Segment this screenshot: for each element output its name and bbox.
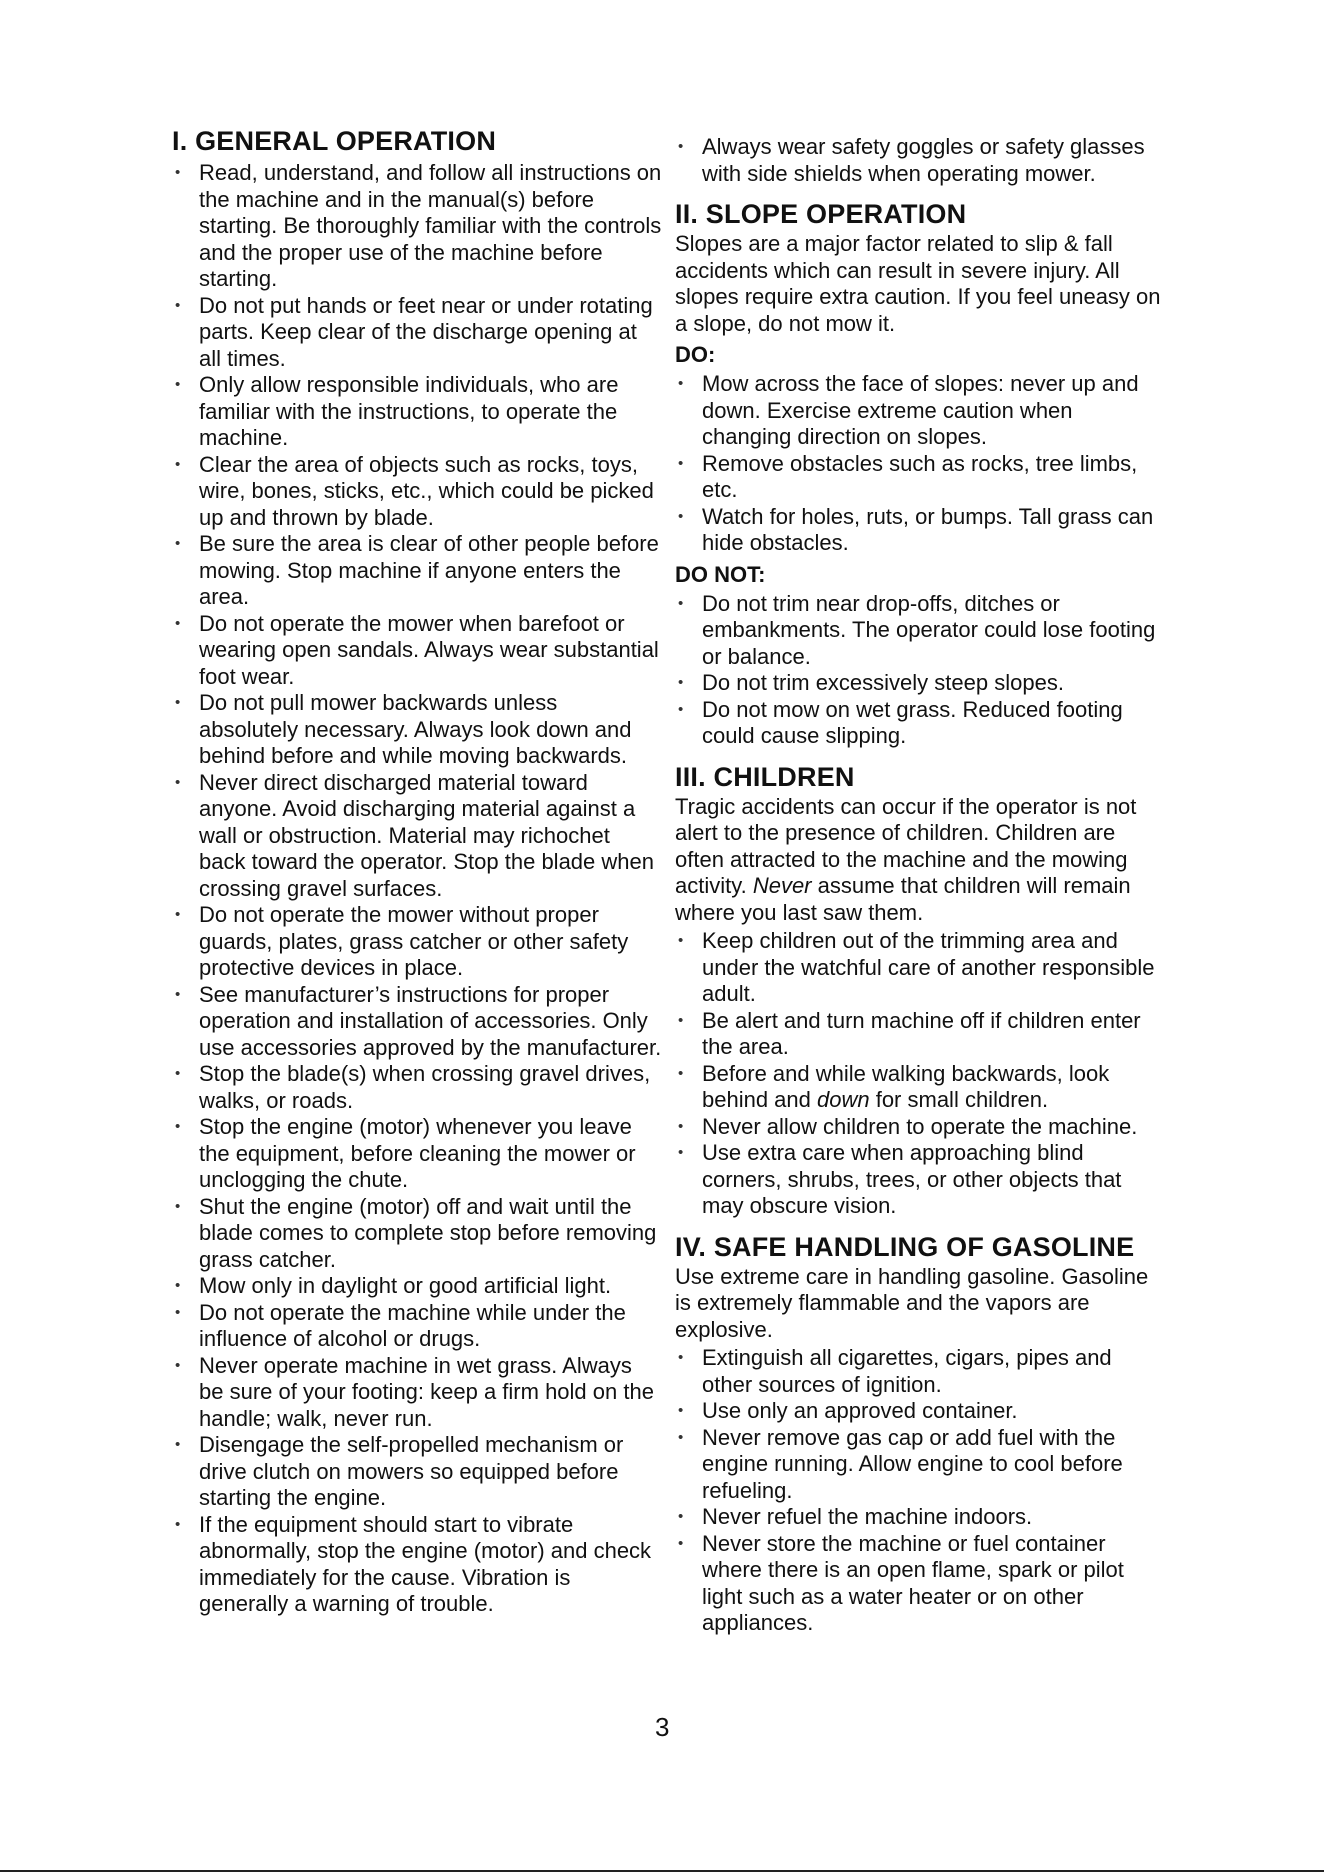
list-item: • See manufacturer’s instructions for proper operation and installation of accessories. Only use accessories approved by the manufacturer. <box>172 982 662 1062</box>
right-column <box>675 124 1165 1637</box>
gasoline-list <box>675 1345 1165 1637</box>
list-item <box>675 1061 1165 1114</box>
list-item: • Disengage the self-propelled mechanism or drive clutch on mowers so equipped before starting the engine. <box>172 1432 662 1512</box>
list-item: • Do not operate the mower without proper guards, plates, grass catcher or other safety protective devices in place. <box>172 902 662 982</box>
list-item: • Shut the engine (motor) off and wait until the blade comes to complete stop before removing grass catcher. <box>172 1194 662 1274</box>
list-item: • Never operate machine in wet grass. Always be sure of your footing: keep a firm hold on the handle; walk, never run. <box>172 1353 662 1433</box>
list-item: • Mow across the face of slopes: never up and down. Exercise extreme caution when changing direction on slopes. <box>675 371 1165 451</box>
do-not-list <box>675 591 1165 750</box>
do-list <box>675 371 1165 557</box>
list-item: • Do not pull mower backwards unless absolutely necessary. Always look down and behind before and while moving backwards. <box>172 690 662 770</box>
children-intro-text: Tragic accidents can occur if the operator is not alert to the presence of children. Children are often attracted to the machine and the mowing activity. <box>675 793 1137 898</box>
list-item: • Do not operate the mower when barefoot or wearing open sandals. Always wear substantial foot wear. <box>172 611 662 691</box>
list-item: • Do not put hands or feet near or under rotating parts. Keep clear of the discharge opening at all times. <box>172 293 662 373</box>
children-intro-text-end: assume that children will remain where you last saw them. <box>675 873 1131 925</box>
do-label: DO: <box>675 342 716 367</box>
list-item: • Keep children out of the trimming area and under the watchful care of another responsible adult. <box>675 928 1165 1008</box>
list-item: • Do not trim near drop-offs, ditches or embankments. The operator could lose footing or balance. <box>675 591 1165 671</box>
list-item: • Be sure the area is clear of other people before mowing. Stop machine if anyone enters the area. <box>172 531 662 611</box>
children-list <box>675 928 1165 1220</box>
goggles-list <box>675 134 1165 187</box>
list-item: • Use extra care when approaching blind corners, shrubs, trees, or other objects that may obscure vision. <box>675 1140 1165 1220</box>
slope-intro: Slopes are a major factor related to slip & fall accidents which can result in severe injury. All slopes require extra caution. If you feel uneasy on a slope, do not mow it. <box>675 231 1161 336</box>
list-item: • Clear the area of objects such as rocks, toys, wire, bones, sticks, etc., which could be picked up and thrown by blade. <box>172 452 662 532</box>
list-item: • Never direct discharged material toward anyone. Avoid discharging material against a wall or obstruction. Material may richochet back toward the operator. Stop the blade when crossing gravel surfaces. <box>172 770 662 903</box>
list-item: • Do not mow on wet grass. Reduced footing could cause slipping. <box>675 697 1165 750</box>
list-item-text: Before and while walking backwards, look behind and <box>702 1060 1110 1112</box>
list-item: • Never allow children to operate the machine. <box>675 1114 1165 1141</box>
list-item: • Stop the engine (motor) whenever you leave the equipment, before cleaning the mower or unclogging the chute. <box>172 1114 662 1194</box>
list-item: • Never remove gas cap or add fuel with the engine running. Allow engine to cool before refueling. <box>675 1425 1165 1505</box>
gasoline-intro: Use extreme care in handling gasoline. Gasoline is extremely flammable and the vapors are explosive. <box>675 1263 1149 1342</box>
general-operation-heading: I. GENERAL OPERATION <box>172 126 497 156</box>
list-item: • Use only an approved container. <box>675 1398 1165 1425</box>
list-item: • Remove obstacles such as rocks, tree limbs, etc. <box>675 451 1165 504</box>
list-item: • Mow only in daylight or good artificial light. <box>172 1273 662 1300</box>
list-item-emphasis: down <box>817 1087 870 1112</box>
list-item: • Stop the blade(s) when crossing gravel drives, walks, or roads. <box>172 1061 662 1114</box>
general-operation-list <box>172 160 662 1618</box>
list-item: • Always wear safety goggles or safety glasses with side shields when operating mower. <box>675 134 1165 187</box>
list-item: • Never store the machine or fuel container where there is an open flame, spark or pilot light such as a water heater or on other appliances. <box>675 1531 1165 1637</box>
do-not-label: DO NOT: <box>675 561 766 587</box>
children-intro-emphasis: Never <box>752 873 812 898</box>
list-item: • Be alert and turn machine off if children enter the area. <box>675 1008 1165 1061</box>
list-item: • Never refuel the machine indoors. <box>675 1504 1165 1531</box>
children-heading: III. CHILDREN <box>675 761 855 792</box>
children-intro <box>675 794 1165 927</box>
list-item: • Do not trim excessively steep slopes. <box>675 670 1165 697</box>
list-item: • Read, understand, and follow all instructions on the machine and in the manual(s) before starting. Be thoroughly familiar with the controls and the proper use of the machine before starting. <box>172 160 662 293</box>
page-number: 3 <box>655 1712 670 1742</box>
left-column <box>172 124 662 1618</box>
list-item: • Extinguish all cigarettes, cigars, pipes and other sources of ignition. <box>675 1345 1165 1398</box>
list-item: • Do not operate the machine while under the influence of alcohol or drugs. <box>172 1300 662 1353</box>
list-item: • Only allow responsible individuals, who are familiar with the instructions, to operate the machine. <box>172 372 662 452</box>
list-item: • If the equipment should start to vibrate abnormally, stop the engine (motor) and check immediately for the cause. Vibration is generally a warning of trouble. <box>172 1512 662 1618</box>
list-item: • Watch for holes, ruts, or bumps. Tall grass can hide obstacles. <box>675 504 1165 557</box>
slope-operation-heading: II. SLOPE OPERATION <box>675 199 967 229</box>
gasoline-heading: IV. SAFE HANDLING OF GASOLINE <box>675 1231 1135 1262</box>
list-item-text-end: for small children. <box>869 1087 1049 1112</box>
